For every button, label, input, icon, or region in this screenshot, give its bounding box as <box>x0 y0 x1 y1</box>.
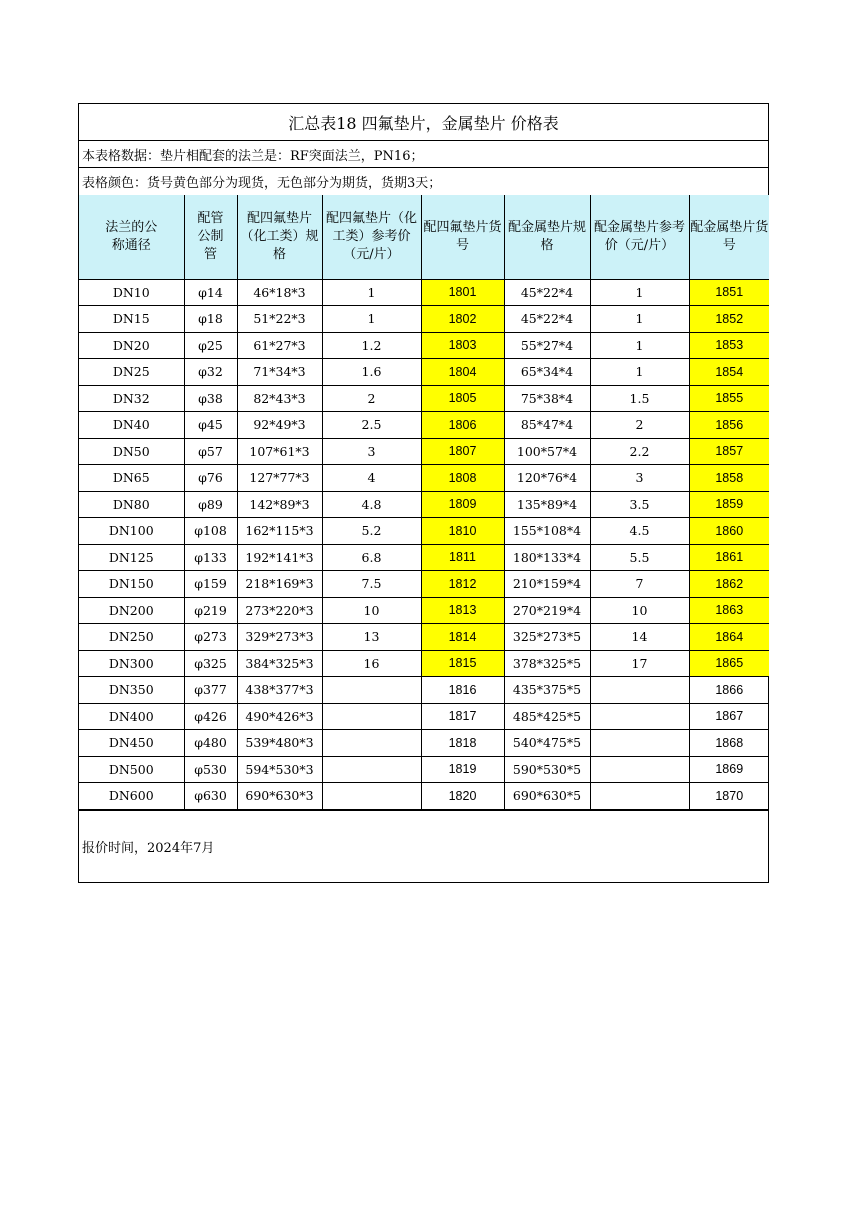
cell-ptfe-spec: 142*89*3 <box>237 491 322 518</box>
cell-ptfe-code: 1802 <box>421 306 504 333</box>
cell-metal-spec: 45*22*4 <box>504 279 590 306</box>
header-metal-spec: 配金属垫片规格 <box>504 195 590 279</box>
cell-pipe: φ273 <box>184 624 237 651</box>
table-row <box>79 677 769 704</box>
table-row <box>79 412 769 439</box>
cell-metal-price: 5.5 <box>590 544 689 571</box>
cell-dn: DN20 <box>79 332 184 359</box>
cell-metal-code: 1870 <box>689 783 769 810</box>
cell-ptfe-price <box>322 730 421 757</box>
cell-metal-price: 4.5 <box>590 518 689 545</box>
cell-ptfe-code: 1817 <box>421 703 504 730</box>
cell-ptfe-spec: 594*530*3 <box>237 756 322 783</box>
cell-ptfe-price: 10 <box>322 597 421 624</box>
cell-ptfe-price: 4.8 <box>322 491 421 518</box>
cell-metal-code: 1859 <box>689 491 769 518</box>
cell-pipe: φ18 <box>184 306 237 333</box>
cell-metal-spec: 540*475*5 <box>504 730 590 757</box>
cell-metal-code: 1862 <box>689 571 769 598</box>
cell-metal-price: 1 <box>590 332 689 359</box>
cell-ptfe-price <box>322 783 421 810</box>
sheet-title: 汇总表18 四氟垫片，金属垫片 价格表 <box>79 104 768 141</box>
cell-ptfe-spec: 384*325*3 <box>237 650 322 677</box>
header-ptfe-code: 配四氟垫片货号 <box>421 195 504 279</box>
cell-pipe: φ25 <box>184 332 237 359</box>
cell-ptfe-price: 6.8 <box>322 544 421 571</box>
cell-metal-spec: 325*273*5 <box>504 624 590 651</box>
cell-metal-spec: 485*425*5 <box>504 703 590 730</box>
table-row <box>79 571 769 598</box>
cell-ptfe-code: 1806 <box>421 412 504 439</box>
cell-dn: DN125 <box>79 544 184 571</box>
cell-metal-spec: 85*47*4 <box>504 412 590 439</box>
cell-pipe: φ57 <box>184 438 237 465</box>
cell-dn: DN250 <box>79 624 184 651</box>
cell-ptfe-code: 1804 <box>421 359 504 386</box>
header-dn: 法兰的公称通径 <box>79 195 184 279</box>
cell-dn: DN40 <box>79 412 184 439</box>
cell-metal-spec: 180*133*4 <box>504 544 590 571</box>
cell-pipe: φ426 <box>184 703 237 730</box>
cell-ptfe-code: 1820 <box>421 783 504 810</box>
cell-metal-price: 17 <box>590 650 689 677</box>
cell-ptfe-code: 1810 <box>421 518 504 545</box>
price-table <box>79 195 769 810</box>
cell-ptfe-price: 2 <box>322 385 421 412</box>
cell-ptfe-price <box>322 677 421 704</box>
table-row <box>79 783 769 810</box>
cell-ptfe-code: 1813 <box>421 597 504 624</box>
cell-dn: DN500 <box>79 756 184 783</box>
cell-ptfe-price: 1 <box>322 306 421 333</box>
cell-metal-price: 7 <box>590 571 689 598</box>
cell-ptfe-code: 1815 <box>421 650 504 677</box>
cell-metal-price: 1.5 <box>590 385 689 412</box>
table-row <box>79 465 769 492</box>
cell-ptfe-price <box>322 756 421 783</box>
cell-pipe: φ108 <box>184 518 237 545</box>
cell-metal-price: 3 <box>590 465 689 492</box>
cell-metal-code: 1868 <box>689 730 769 757</box>
cell-metal-price: 2 <box>590 412 689 439</box>
cell-metal-code: 1852 <box>689 306 769 333</box>
cell-ptfe-code: 1805 <box>421 385 504 412</box>
cell-metal-code: 1863 <box>689 597 769 624</box>
cell-dn: DN300 <box>79 650 184 677</box>
cell-ptfe-spec: 61*27*3 <box>237 332 322 359</box>
cell-ptfe-spec: 71*34*3 <box>237 359 322 386</box>
cell-metal-spec: 590*530*5 <box>504 756 590 783</box>
cell-metal-price: 1 <box>590 279 689 306</box>
cell-metal-code: 1861 <box>689 544 769 571</box>
cell-pipe: φ14 <box>184 279 237 306</box>
cell-pipe: φ89 <box>184 491 237 518</box>
cell-metal-spec: 65*34*4 <box>504 359 590 386</box>
cell-ptfe-code: 1807 <box>421 438 504 465</box>
cell-ptfe-price: 7.5 <box>322 571 421 598</box>
cell-ptfe-code: 1809 <box>421 491 504 518</box>
cell-pipe: φ159 <box>184 571 237 598</box>
cell-ptfe-code: 1819 <box>421 756 504 783</box>
quote-date: 报价时间，2024年7月 <box>79 810 768 882</box>
cell-ptfe-spec: 490*426*3 <box>237 703 322 730</box>
cell-ptfe-spec: 107*61*3 <box>237 438 322 465</box>
cell-pipe: φ630 <box>184 783 237 810</box>
cell-metal-spec: 100*57*4 <box>504 438 590 465</box>
table-row <box>79 385 769 412</box>
cell-ptfe-code: 1808 <box>421 465 504 492</box>
cell-metal-price: 10 <box>590 597 689 624</box>
table-row <box>79 597 769 624</box>
cell-metal-spec: 210*159*4 <box>504 571 590 598</box>
cell-dn: DN400 <box>79 703 184 730</box>
cell-metal-code: 1856 <box>689 412 769 439</box>
cell-metal-price <box>590 783 689 810</box>
table-row <box>79 359 769 386</box>
cell-ptfe-price <box>322 703 421 730</box>
cell-metal-spec: 378*325*5 <box>504 650 590 677</box>
cell-metal-price: 1 <box>590 359 689 386</box>
cell-metal-price: 2.2 <box>590 438 689 465</box>
cell-ptfe-spec: 162*115*3 <box>237 518 322 545</box>
cell-metal-code: 1865 <box>689 650 769 677</box>
cell-metal-spec: 690*630*5 <box>504 783 590 810</box>
cell-dn: DN80 <box>79 491 184 518</box>
cell-metal-code: 1866 <box>689 677 769 704</box>
table-row <box>79 544 769 571</box>
header-row <box>79 195 769 279</box>
cell-metal-code: 1855 <box>689 385 769 412</box>
cell-metal-code: 1860 <box>689 518 769 545</box>
table-row <box>79 279 769 306</box>
cell-dn: DN600 <box>79 783 184 810</box>
cell-metal-spec: 435*375*5 <box>504 677 590 704</box>
cell-ptfe-spec: 82*43*3 <box>237 385 322 412</box>
cell-pipe: φ377 <box>184 677 237 704</box>
cell-metal-spec: 135*89*4 <box>504 491 590 518</box>
cell-ptfe-spec: 92*49*3 <box>237 412 322 439</box>
cell-metal-price <box>590 703 689 730</box>
cell-pipe: φ45 <box>184 412 237 439</box>
cell-metal-spec: 270*219*4 <box>504 597 590 624</box>
cell-ptfe-spec: 218*169*3 <box>237 571 322 598</box>
table-row <box>79 438 769 465</box>
cell-ptfe-code: 1811 <box>421 544 504 571</box>
cell-dn: DN450 <box>79 730 184 757</box>
header-pipe: 配管公制管 <box>184 195 237 279</box>
table-row <box>79 491 769 518</box>
cell-metal-code: 1851 <box>689 279 769 306</box>
header-ptfe-price: 配四氟垫片（化工类）参考价（元/片） <box>322 195 421 279</box>
cell-pipe: φ32 <box>184 359 237 386</box>
cell-metal-spec: 75*38*4 <box>504 385 590 412</box>
header-metal-price: 配金属垫片参考价（元/片） <box>590 195 689 279</box>
cell-metal-price <box>590 677 689 704</box>
table-body <box>79 279 769 809</box>
cell-dn: DN200 <box>79 597 184 624</box>
cell-ptfe-code: 1803 <box>421 332 504 359</box>
header-metal-code: 配金属垫片货号 <box>689 195 769 279</box>
cell-ptfe-price: 2.5 <box>322 412 421 439</box>
cell-metal-code: 1869 <box>689 756 769 783</box>
cell-ptfe-spec: 539*480*3 <box>237 730 322 757</box>
table-row <box>79 332 769 359</box>
cell-pipe: φ325 <box>184 650 237 677</box>
cell-ptfe-spec: 690*630*3 <box>237 783 322 810</box>
cell-metal-spec: 120*76*4 <box>504 465 590 492</box>
cell-metal-code: 1853 <box>689 332 769 359</box>
cell-dn: DN100 <box>79 518 184 545</box>
note-flange: 本表格数据：垫片相配套的法兰是：RF突面法兰，PN16； <box>79 141 768 168</box>
table-row <box>79 703 769 730</box>
cell-ptfe-spec: 46*18*3 <box>237 279 322 306</box>
cell-ptfe-price: 1 <box>322 279 421 306</box>
cell-ptfe-spec: 192*141*3 <box>237 544 322 571</box>
cell-dn: DN15 <box>79 306 184 333</box>
cell-ptfe-price: 16 <box>322 650 421 677</box>
cell-metal-price: 14 <box>590 624 689 651</box>
cell-metal-price <box>590 730 689 757</box>
cell-dn: DN65 <box>79 465 184 492</box>
cell-metal-price: 3.5 <box>590 491 689 518</box>
table-row <box>79 624 769 651</box>
table-row <box>79 730 769 757</box>
note-colors: 表格颜色：货号黄色部分为现货，无色部分为期货，货期3天； <box>82 176 442 191</box>
header-ptfe-spec: 配四氟垫片（化工类）规格 <box>237 195 322 279</box>
cell-ptfe-spec: 438*377*3 <box>237 677 322 704</box>
cell-metal-code: 1858 <box>689 465 769 492</box>
cell-metal-code: 1854 <box>689 359 769 386</box>
price-sheet <box>78 103 769 883</box>
cell-ptfe-price: 13 <box>322 624 421 651</box>
cell-ptfe-code: 1818 <box>421 730 504 757</box>
cell-metal-spec: 55*27*4 <box>504 332 590 359</box>
cell-dn: DN50 <box>79 438 184 465</box>
cell-dn: DN32 <box>79 385 184 412</box>
cell-dn: DN25 <box>79 359 184 386</box>
cell-ptfe-price: 1.6 <box>322 359 421 386</box>
cell-metal-code: 1857 <box>689 438 769 465</box>
table-row <box>79 306 769 333</box>
cell-pipe: φ530 <box>184 756 237 783</box>
cell-metal-code: 1867 <box>689 703 769 730</box>
cell-ptfe-spec: 329*273*3 <box>237 624 322 651</box>
cell-ptfe-spec: 273*220*3 <box>237 597 322 624</box>
cell-metal-spec: 155*108*4 <box>504 518 590 545</box>
cell-ptfe-code: 1816 <box>421 677 504 704</box>
cell-pipe: φ480 <box>184 730 237 757</box>
cell-pipe: φ38 <box>184 385 237 412</box>
cell-metal-price <box>590 756 689 783</box>
cell-metal-price: 1 <box>590 306 689 333</box>
cell-dn: DN10 <box>79 279 184 306</box>
cell-ptfe-code: 1814 <box>421 624 504 651</box>
cell-dn: DN350 <box>79 677 184 704</box>
cell-pipe: φ76 <box>184 465 237 492</box>
cell-metal-code: 1864 <box>689 624 769 651</box>
cell-metal-spec: 45*22*4 <box>504 306 590 333</box>
cell-ptfe-price: 3 <box>322 438 421 465</box>
cell-dn: DN150 <box>79 571 184 598</box>
cell-ptfe-price: 4 <box>322 465 421 492</box>
cell-ptfe-code: 1812 <box>421 571 504 598</box>
cell-ptfe-price: 1.2 <box>322 332 421 359</box>
cell-ptfe-spec: 127*77*3 <box>237 465 322 492</box>
table-row <box>79 756 769 783</box>
table-row <box>79 518 769 545</box>
cell-pipe: φ133 <box>184 544 237 571</box>
cell-ptfe-spec: 51*22*3 <box>237 306 322 333</box>
table-row <box>79 650 769 677</box>
cell-ptfe-price: 5.2 <box>322 518 421 545</box>
cell-ptfe-code: 1801 <box>421 279 504 306</box>
cell-pipe: φ219 <box>184 597 237 624</box>
